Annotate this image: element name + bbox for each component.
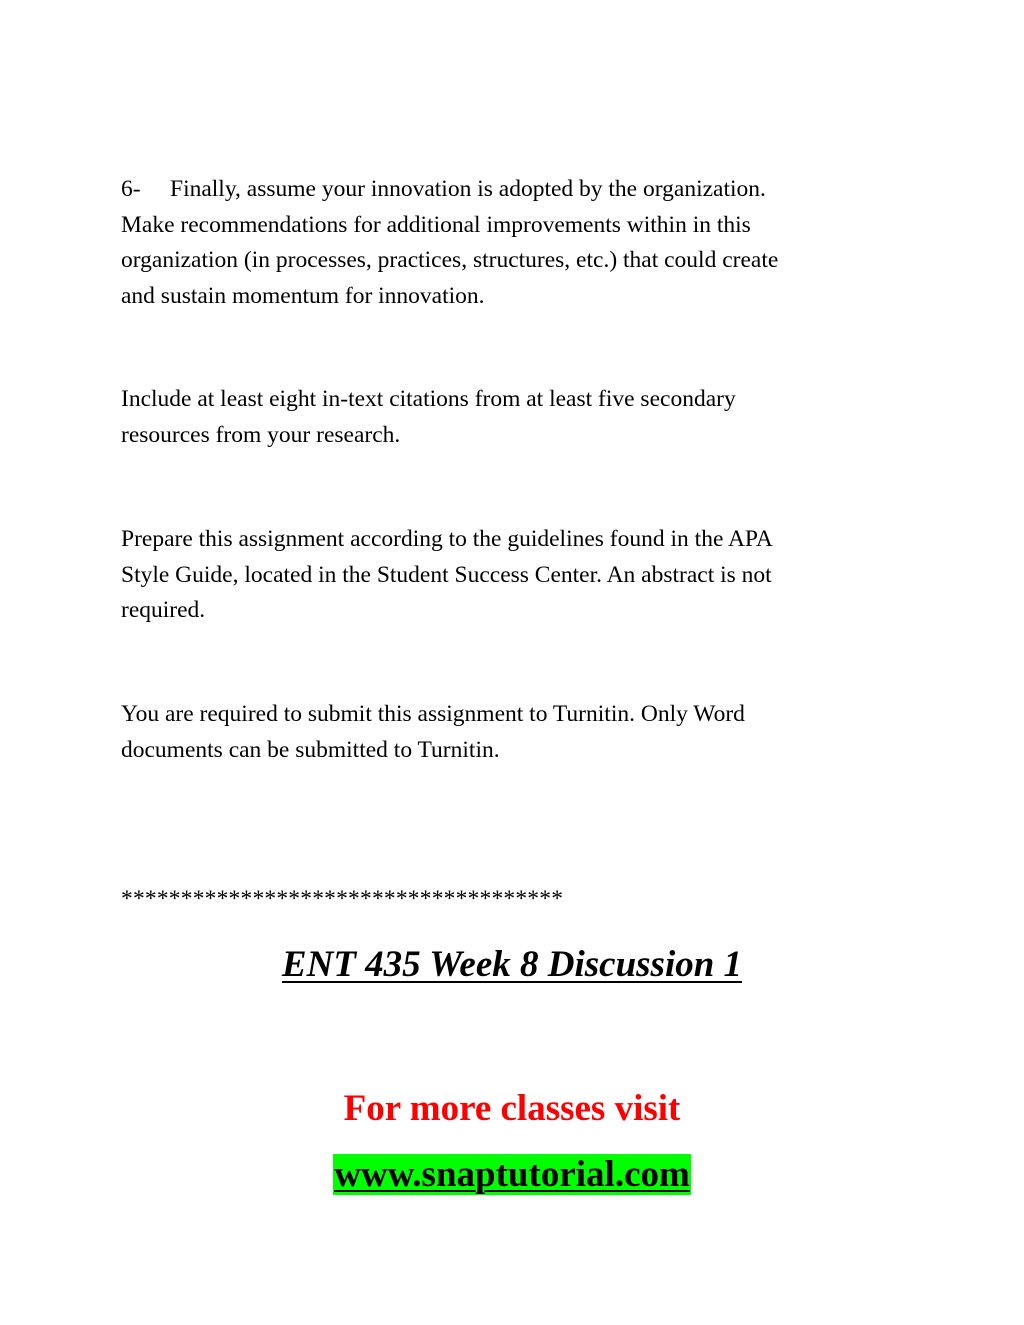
- apa-line-2: Style Guide, located in the Student Success Center. An abstract is not: [121, 561, 772, 588]
- item-6-first-line: Finally, assume your innovation is adopted by the organization.: [170, 176, 766, 202]
- item-number: 6-: [121, 176, 141, 202]
- item-6-line-4: and sustain momentum for innovation.: [121, 282, 485, 309]
- item-6-line-3: organization (in processes, practices, structures, etc.) that could create: [121, 247, 779, 273]
- apa-line-1: Prepare this assignment according to the guidelines found in the APA: [121, 526, 773, 552]
- turnitin-paragraph: [121, 697, 901, 768]
- item-6-paragraph: [121, 172, 901, 314]
- apa-paragraph: [121, 522, 901, 629]
- asterisk-separator: *************************************: [121, 886, 564, 912]
- citations-line-1: Include at least eight in-text citations from at least five secondary: [121, 386, 736, 412]
- citations-line-2: resources from your research.: [121, 421, 401, 448]
- course-title: [0, 940, 1024, 990]
- apa-line-3: required.: [121, 597, 206, 623]
- turnitin-line-2: documents can be submitted to Turnitin.: [121, 736, 500, 763]
- site-link-heading: [0, 1152, 1024, 1198]
- item-6-line-2: Make recommendations for additional improvements within in this: [121, 211, 751, 238]
- turnitin-line-1: You are required to submit this assignment to Turnitin. Only Word: [121, 701, 745, 727]
- citations-paragraph: [121, 382, 901, 453]
- site-link[interactable]: www.snaptutorial.com: [334, 1154, 690, 1195]
- course-title-text: ENT 435 Week 8 Discussion 1: [281, 944, 743, 985]
- promo-text: For more classes visit: [343, 1088, 681, 1129]
